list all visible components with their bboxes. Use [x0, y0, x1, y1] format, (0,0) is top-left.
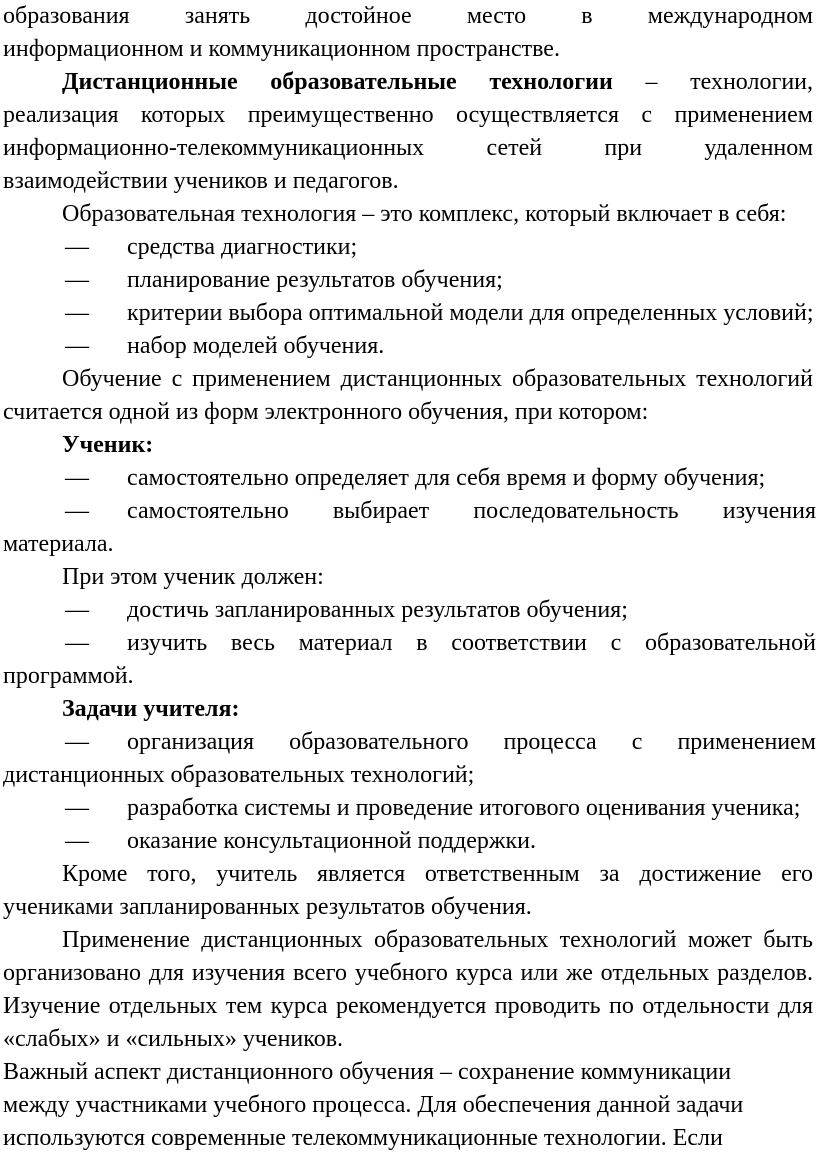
list-item-continuation: дистанционных образовательных технологий; — [3, 762, 475, 788]
dash-marker: — — [65, 630, 89, 656]
list-item-text: самостоятельно выбирает последовательность изучения — [127, 498, 816, 524]
p6-line-3: Изучение отдельных тем курса рекомендуется проводить по отдельности для — [3, 993, 813, 1019]
p2-line-1 — [62, 66, 813, 99]
dash-marker: — — [65, 465, 89, 491]
list-item — [3, 825, 813, 858]
p2-line-2: реализация которых преимущественно осуществляется с применением — [3, 102, 813, 128]
dash-marker: — — [65, 300, 89, 326]
p3-intro: Образовательная технология – это комплекс, который включает в себя: — [62, 201, 787, 227]
p4-line-1: Обучение с применением дистанционных образовательных технологий — [62, 366, 813, 392]
p4-line-2: считается одной из форм электронного обучения, при котором: — [3, 399, 649, 425]
list-item-text: оказание консультационной поддержки. — [127, 828, 536, 854]
list-item-text: средства диагностики; — [127, 234, 358, 260]
list-item-text: набор моделей обучения. — [127, 333, 385, 359]
dash-marker: — — [65, 267, 89, 293]
dash-marker: — — [65, 795, 89, 821]
list-item-continuation: материала. — [3, 531, 114, 557]
dash-marker: — — [65, 597, 89, 623]
list-item-text: изучить весь материал в соответствии с образовательной — [127, 630, 816, 656]
p6-line-1: Применение дистанционных образовательных технологий может быть — [62, 927, 813, 953]
p6-line-2: организовано для изучения всего учебного курса или же отдельных разделов. — [3, 960, 813, 986]
p2-line-1-rest: – технологии, — [612, 69, 813, 95]
p7-line-3: используются современные телекоммуникационные технологии. Если — [3, 1125, 723, 1151]
list-item-text: самостоятельно определяет для себя время и форму обучения; — [127, 465, 766, 491]
p1-line-1: образования занять достойное место в международном — [3, 3, 813, 29]
p2-line-4: взаимодействии учеников и педагогов. — [3, 168, 399, 194]
list-item-text: разработка системы и проведение итогового оценивания ученика; — [127, 795, 801, 821]
list-item — [3, 627, 816, 660]
p5-line-2: учениками запланированных результатов обучения. — [3, 894, 532, 920]
list-item-continuation: программой. — [3, 663, 134, 689]
p5-line-1: Кроме того, учитель является ответственным за достижение его — [62, 861, 813, 887]
list-item — [3, 462, 813, 495]
dash-marker: — — [65, 234, 89, 260]
term-bold: Дистанционные образовательные технологии — [62, 69, 613, 95]
list-item — [3, 297, 813, 330]
dash-marker: — — [65, 828, 89, 854]
list-item-text: критерии выбора оптимальной модели для определенных условий; — [127, 300, 814, 326]
dash-marker: — — [65, 333, 89, 359]
p1-line-2: информационном и коммуникационном пространстве. — [3, 36, 560, 62]
list-item — [3, 231, 813, 264]
p2-line-3: информационно-телекоммуникационных сетей при удаленном — [3, 135, 813, 161]
list-item-text: планирование результатов обучения; — [127, 267, 503, 293]
student-must: При этом ученик должен: — [62, 564, 324, 590]
list-item-text: достичь запланированных результатов обучения; — [127, 597, 628, 623]
p7-line-2: между участниками учебного процесса. Для обеспечения данной задачи — [3, 1092, 744, 1118]
list-item — [3, 726, 816, 759]
list-item — [3, 594, 813, 627]
p6-line-4: «слабых» и «сильных» учеников. — [3, 1026, 344, 1052]
dash-marker: — — [65, 729, 89, 755]
dash-marker: — — [65, 498, 89, 524]
p7-line-1: Важный аспект дистанционного обучения – сохранение коммуникации — [3, 1059, 732, 1085]
list-item — [3, 264, 813, 297]
teacher-heading: Задачи учителя: — [62, 696, 240, 722]
list-item — [3, 792, 813, 825]
list-item-text: организация образовательного процесса с применением — [127, 729, 816, 755]
list-item — [3, 330, 813, 363]
student-heading: Ученик: — [62, 432, 154, 458]
list-item — [3, 495, 816, 528]
